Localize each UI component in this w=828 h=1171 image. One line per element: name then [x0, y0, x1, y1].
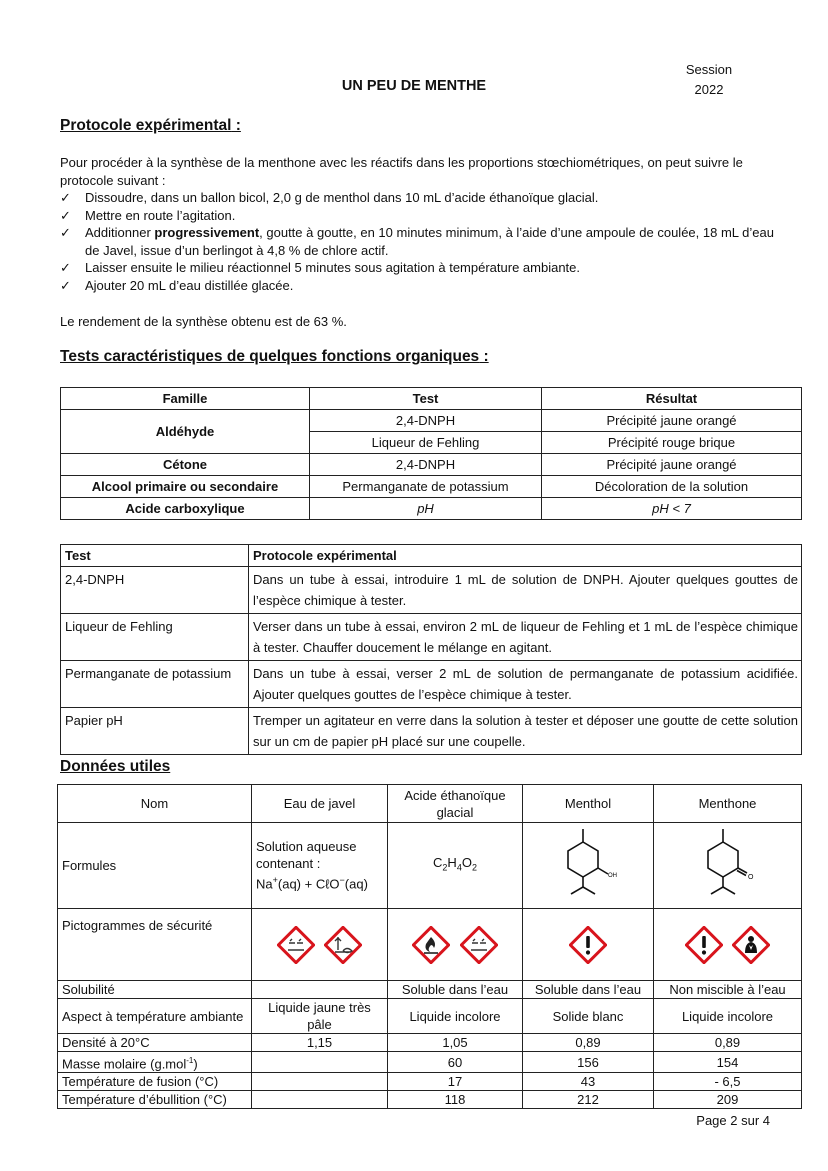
document-title: UN PEU DE MENTHE [341, 78, 487, 94]
javel-cell [252, 1091, 388, 1109]
test-cell: 2,4-DNPH [310, 410, 542, 432]
protocol-intro: Pour procéder à la synthèse de la menthone avec les réactifs dans les proportions stœchiométriques, on peut suivre le protocole suivant : [60, 155, 743, 188]
column-header: Menthol [523, 785, 654, 823]
protocol-cell: Dans un tube à essai, introduire 1 mL de solution de DNPH. Ajouter quelques gouttes de l’espèce chimique à tester. [249, 567, 802, 614]
protocols-table [60, 544, 802, 755]
menthol-cell: 156 [523, 1052, 654, 1073]
protocol-steps [60, 189, 775, 294]
menthone-cell: 0,89 [654, 1034, 802, 1052]
table-row [61, 410, 802, 432]
flammable-icon [412, 926, 450, 964]
test-name-cell: Liqueur de Fehling [61, 614, 249, 661]
test-name-cell: 2,4-DNPH [61, 567, 249, 614]
data-heading: Données utiles [60, 758, 171, 775]
menthol-molecule-icon [553, 825, 623, 903]
result-cell: Précipité jaune orangé [542, 454, 802, 476]
column-header: Test [310, 388, 542, 410]
column-header: Protocole expérimental [249, 545, 802, 567]
test-name-cell: Permanganate de potassium [61, 661, 249, 708]
menthone-pictograms [654, 909, 802, 981]
menthone-cell: 209 [654, 1091, 802, 1109]
table-row [58, 1073, 802, 1091]
list-item: ✓ Mettre en route l’agitation. [60, 207, 236, 223]
table-row [58, 1091, 802, 1109]
result-cell: Précipité jaune orangé [542, 410, 802, 432]
check-icon: ✓ [60, 260, 71, 275]
table-row [58, 1052, 802, 1073]
test-name-cell: Papier pH [61, 708, 249, 755]
session-year: 2022 [694, 82, 724, 97]
list-item: ✓ Dissoudre, dans un ballon bicol, 2,0 g de menthol dans 10 mL d’acide éthanoïque glacial. [60, 190, 599, 205]
row-label: Solubilité [58, 981, 252, 999]
check-icon: ✓ [60, 190, 71, 205]
environment-icon [324, 926, 362, 964]
check-icon: ✓ [60, 207, 71, 223]
menthol-pictograms [523, 909, 654, 981]
table-header-row [61, 388, 802, 410]
family-cell: Aldéhyde [61, 410, 310, 454]
table-row [58, 981, 802, 999]
menthol-cell: 43 [523, 1073, 654, 1091]
table-row [61, 476, 802, 498]
table-row [61, 498, 802, 520]
health-hazard-icon [732, 926, 770, 964]
corrosion-icon [460, 926, 498, 964]
yield-text: Le rendement de la synthèse obtenu est de 63 %. [60, 314, 347, 329]
acid-cell: Soluble dans l’eau [388, 981, 523, 999]
protocol-cell: Dans un tube à essai, verser 2 mL de solution de permanganate de potassium acidifiée. Ajouter quelques gouttes de l’espèce chimique à tester. [249, 661, 802, 708]
formulas-row [58, 823, 802, 909]
result-cell: Précipité rouge brique [542, 432, 802, 454]
result-cell: Décoloration de la solution [542, 476, 802, 498]
emphasis-text: progressivement [154, 225, 260, 240]
tests-table [60, 387, 802, 520]
table-row [61, 567, 802, 614]
javel-cell: Liquide jaune très pâle [252, 999, 388, 1034]
row-label: Masse molaire (g.mol$^{-1}$) [58, 1052, 252, 1073]
column-header: Acide éthanoïque glacial [388, 785, 523, 823]
column-header: Test [61, 545, 249, 567]
column-header: Nom [58, 785, 252, 823]
menthol-cell: Soluble dans l’eau [523, 981, 654, 999]
row-label: Formules [58, 823, 252, 909]
check-icon: ✓ [60, 277, 71, 293]
test-cell: Permanganate de potassium [310, 476, 542, 498]
result-cell: pH < 7 [542, 498, 802, 520]
javel-pictograms [252, 909, 388, 981]
list-item: ✓ Ajouter 20 mL d’eau distillée glacée. [60, 277, 294, 293]
acid-pictograms [388, 909, 523, 981]
exclamation-icon [685, 926, 723, 964]
row-label: Température de fusion (°C) [58, 1073, 252, 1091]
menthone-cell: Non miscible à l’eau [654, 981, 802, 999]
family-cell: Alcool primaire ou secondaire [61, 476, 310, 498]
javel-cell [252, 981, 388, 999]
row-label: Aspect à température ambiante [58, 999, 252, 1034]
protocol-cell: Verser dans un tube à essai, environ 2 mL de liqueur de Fehling et 1 mL de l’espèce chimique à tester. Chauffer doucement le mélange en agitant. [249, 614, 802, 661]
check-icon: ✓ [60, 225, 71, 240]
table-row [61, 454, 802, 476]
protocol-cell: Tremper un agitateur en verre dans la solution à tester et déposer une goutte de cette solution sur un cm de papier pH placé sur une coupelle. [249, 708, 802, 755]
menthol-cell: Solide blanc [523, 999, 654, 1034]
table-row [61, 614, 802, 661]
svg-text:OH: OH [608, 872, 617, 879]
acid-cell: 60 [388, 1052, 523, 1073]
acid-cell: Liquide incolore [388, 999, 523, 1034]
menthol-cell: 0,89 [523, 1034, 654, 1052]
corrosion-icon [277, 926, 315, 964]
test-cell: Liqueur de Fehling [310, 432, 542, 454]
protocol-block [60, 154, 775, 294]
menthone-cell: 154 [654, 1052, 802, 1073]
table-row [58, 999, 802, 1034]
test-cell: pH [310, 498, 542, 520]
family-cell: Cétone [61, 454, 310, 476]
javel-cell [252, 1073, 388, 1091]
javel-cell [252, 1052, 388, 1073]
protocol-heading: Protocole expérimental : [60, 117, 241, 134]
pictograms-row [58, 909, 802, 981]
column-header: Eau de javel [252, 785, 388, 823]
acid-formula: $C_2H_4O_2$ [388, 823, 523, 909]
menthol-structure [523, 823, 654, 909]
row-label: Densité à 20°C [58, 1034, 252, 1052]
test-cell: 2,4-DNPH [310, 454, 542, 476]
row-label: Pictogrammes de sécurité [58, 909, 252, 981]
page-number: Page 2 sur 4 [696, 1113, 770, 1128]
table-row [61, 661, 802, 708]
acid-cell: 17 [388, 1073, 523, 1091]
tests-heading: Tests caractéristiques de quelques fonctions organiques : [60, 348, 489, 365]
javel-cell: 1,15 [252, 1034, 388, 1052]
column-header: Résultat [542, 388, 802, 410]
table-row [61, 708, 802, 755]
acid-cell: 1,05 [388, 1034, 523, 1052]
data-table [57, 784, 802, 1109]
table-row [58, 1034, 802, 1052]
column-header: Famille [61, 388, 310, 410]
menthone-molecule-icon [693, 825, 763, 903]
menthol-cell: 212 [523, 1091, 654, 1109]
list-item: ✓ Additionner progressivement, goutte à goutte, en 10 minutes minimum, à l’aide d’une ampoule de coulée, 18 mL d’eau de Javel, issue d’un berlingot à 4,8 % de chlore actif. [60, 225, 774, 258]
column-header: Menthone [654, 785, 802, 823]
svg-text:O: O [747, 873, 753, 881]
acid-cell: 118 [388, 1091, 523, 1109]
javel-formula: Solution aqueuse contenant : Na+(aq) + CℓO−(aq) [252, 823, 388, 909]
session-label: Session [685, 62, 733, 77]
menthone-cell: - 6,5 [654, 1073, 802, 1091]
family-cell: Acide carboxylique [61, 498, 310, 520]
row-label: Température d’ébullition (°C) [58, 1091, 252, 1109]
table-header-row [61, 545, 802, 567]
menthone-structure [654, 823, 802, 909]
list-item: ✓ Laisser ensuite le milieu réactionnel 5 minutes sous agitation à température ambiante. [60, 260, 580, 275]
menthone-cell: Liquide incolore [654, 999, 802, 1034]
table-header-row [58, 785, 802, 823]
exclamation-icon [569, 926, 607, 964]
